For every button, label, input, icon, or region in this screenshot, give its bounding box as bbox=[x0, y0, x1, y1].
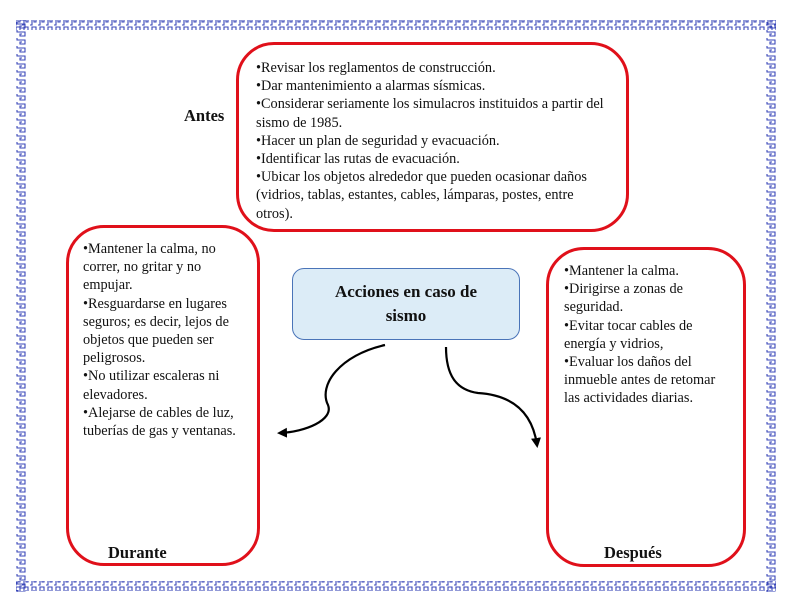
despues-item: •Evitar tocar cables de energía y vidrios, bbox=[564, 317, 693, 352]
antes-item: •Dar mantenimiento a alarmas sísmicas. bbox=[256, 78, 486, 95]
durante-box bbox=[66, 225, 260, 566]
despues-item: •Mantener la calma. bbox=[564, 263, 679, 279]
despues-box bbox=[546, 247, 746, 567]
durante-item: •Resguardarse en lugares seguros; es decir, lejos de objetos que pueden ser peligrosos. bbox=[83, 295, 229, 367]
antes-box bbox=[236, 42, 629, 232]
antes-item: •Hacer un plan de seguridad y evacuación. bbox=[256, 132, 500, 149]
central-topic-box bbox=[292, 268, 520, 340]
despues-item: •Evaluar los daños del inmueble antes de retomar las actividades diarias. bbox=[564, 354, 716, 407]
antes-item: •Identificar las rutas de evacuación. bbox=[256, 151, 460, 168]
despues-item: •Dirigirse a zonas de seguridad. bbox=[564, 281, 683, 316]
antes-label: Antes bbox=[184, 106, 225, 125]
antes-item: •Ubicar los objetos alrededor que pueden ocasionar daños (vidrios, tablas, estantes, cables, lámparas, postes, entre otros). bbox=[256, 169, 587, 222]
durante-item: •Alejarse de cables de luz, tuberías de gas y ventanas. bbox=[83, 404, 236, 440]
durante-item: •Mantener la calma, no correr, no gritar y no empujar. bbox=[83, 241, 216, 294]
durante-label: Durante bbox=[108, 543, 167, 562]
central-topic-title: Acciones en caso de sismo bbox=[334, 282, 478, 325]
durante-item: •No utilizar escaleras ni elevadores. bbox=[83, 368, 220, 403]
antes-item: •Revisar los reglamentos de construcción. bbox=[256, 60, 496, 76]
arrow-to-durante bbox=[280, 345, 385, 433]
arrow-to-despues bbox=[446, 347, 537, 445]
despues-label: Después bbox=[604, 543, 662, 562]
antes-item: •Considerar seriamente los simulacros instituidos a partir del sismo de 1985. bbox=[256, 96, 604, 131]
